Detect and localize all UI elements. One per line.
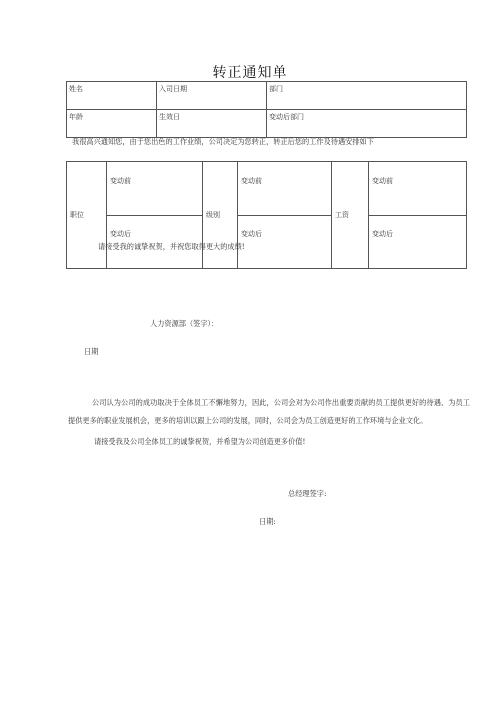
position-before-cell[interactable] [107,162,203,216]
after-label: 变动后 [372,230,393,238]
level-header [203,162,238,269]
level-after-cell[interactable] [238,216,332,269]
salary-header [332,162,369,269]
department-label: 部门 [269,85,283,93]
company-paragraph: 公司认为公司的成功取决于全体员工不懈地努力，因此，公司会对为公司作出重要贡献的员工提供更好的待遇、为员工提供更多的职业发展机会，更多的培训以跟上公司的发展，同时，公司会为员工创造更好的工作环境与企业文化。 [68,398,470,425]
employee-info-table [66,81,467,138]
before-label: 变动前 [110,177,131,185]
position-header [67,162,107,269]
position-label: 职位 [70,211,84,219]
effective-date-cell[interactable] [157,110,267,138]
change-table [66,161,467,269]
table-row [67,162,467,216]
table-row [67,82,467,110]
salary-after-cell[interactable] [369,216,467,269]
after-label: 变动后 [241,230,262,238]
company-congratulation-text: 请接受我及公司全体员工的诚挚祝贺，并希望为公司创造更多价值! [94,437,306,446]
name-cell[interactable] [67,82,157,110]
effective-date-label: 生效日 [159,113,180,121]
intro-text: 我很高兴通知您，由于您出色的工作业绩，公司决定为您转正，转正后您的工作及待遇安排如下 [72,137,374,146]
before-label: 变动前 [372,177,393,185]
document-title: 转正通知单 [212,65,288,81]
table-row [67,110,467,138]
age-label: 年龄 [69,113,83,121]
hr-signature-label: 人力资源部（签字）： [150,319,219,328]
name-label: 姓名 [69,85,83,93]
age-cell[interactable] [67,110,157,138]
hr-date-label: 日期 [84,347,99,356]
new-department-label: 变动后部门 [269,113,304,121]
new-department-cell[interactable] [267,110,467,138]
entry-date-cell[interactable] [157,82,267,110]
level-before-cell[interactable] [238,162,332,216]
gm-signature-label: 总经理签字: [288,489,327,498]
entry-date-label: 入司日期 [159,85,187,93]
gm-date-label: 日期: [259,517,276,526]
department-cell[interactable] [267,82,467,110]
salary-before-cell[interactable] [369,162,467,216]
after-label: 变动后 [110,230,131,238]
congratulation-text: 请接受我的诚挚祝贺，并祝您取得更大的成绩! [98,242,245,251]
level-label: 级别 [206,211,220,219]
before-label: 变动前 [241,177,262,185]
salary-label: 工资 [335,211,349,219]
